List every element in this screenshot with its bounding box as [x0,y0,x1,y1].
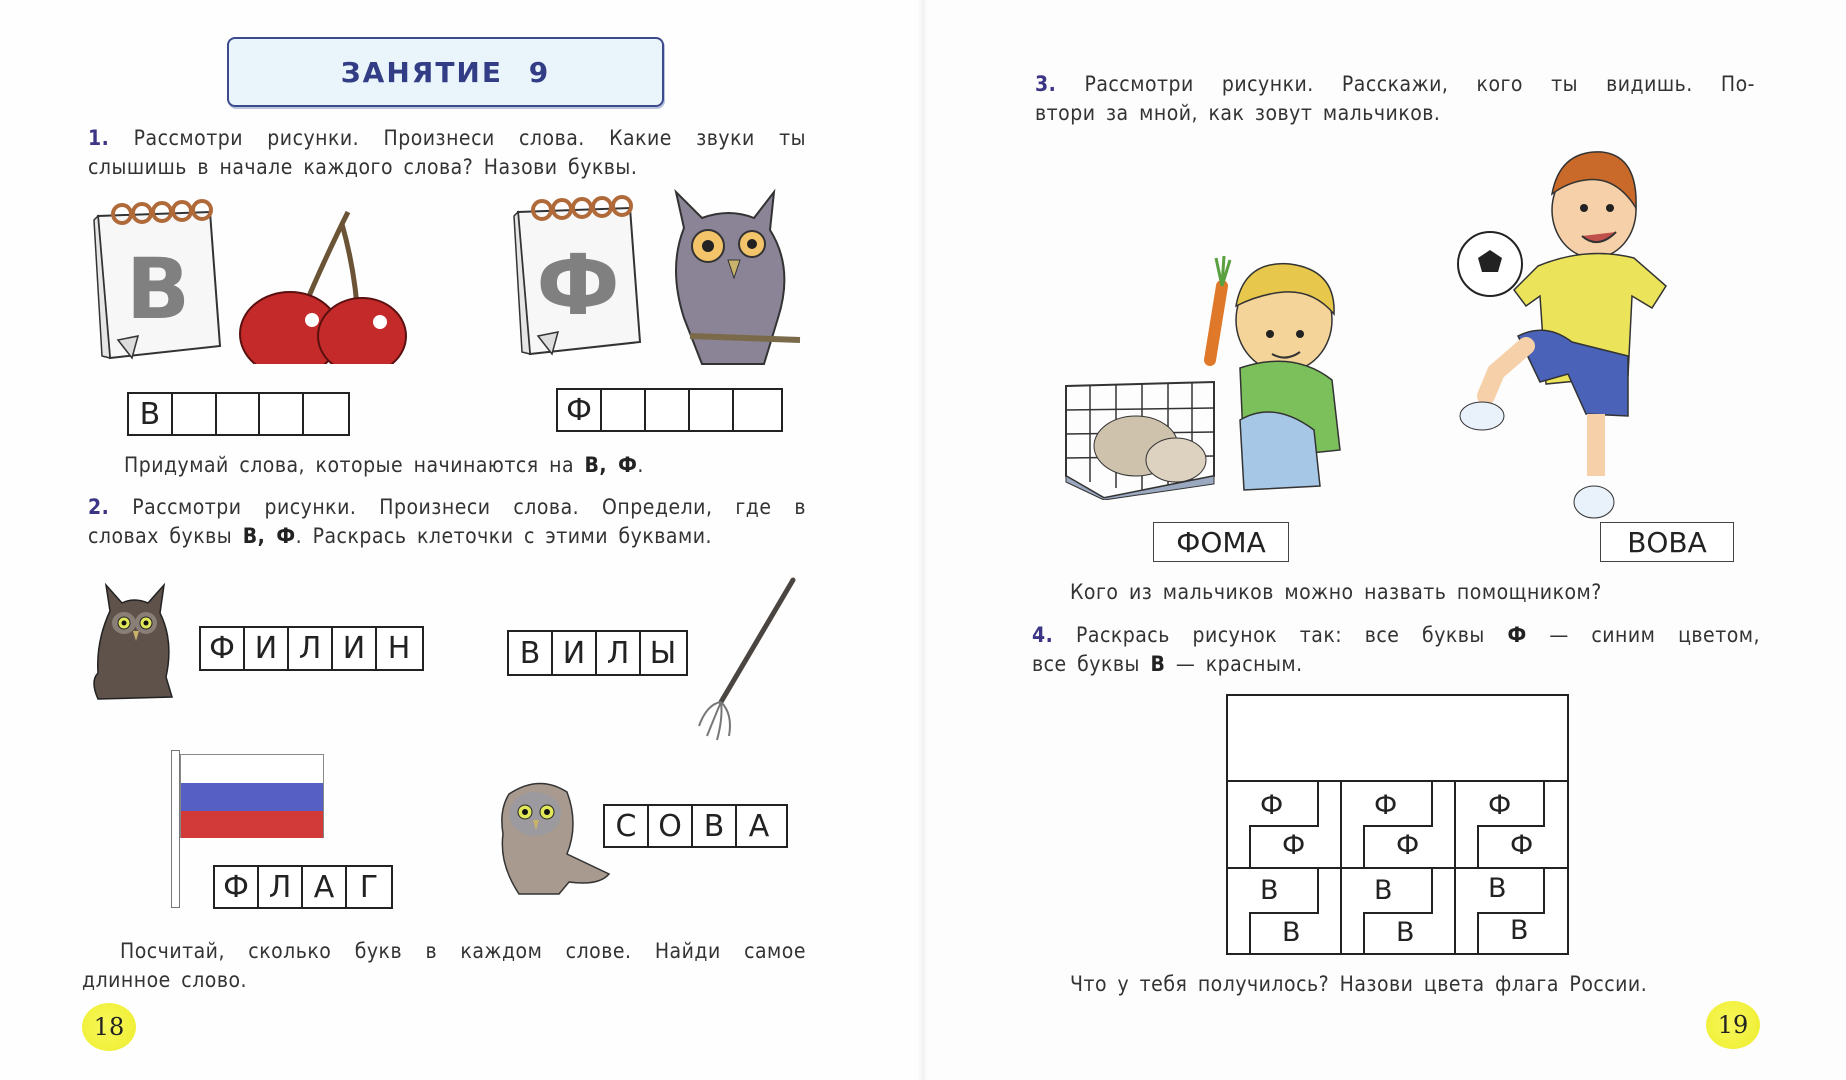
grid-letter: В [1260,875,1279,906]
letter-cell[interactable] [173,394,217,434]
task3-line2: втори за мной, как зовут мальчиков. [1035,101,1441,125]
task2-line2-prefix: словах буквы [88,524,243,548]
grid-block[interactable] [1228,782,1342,869]
grid-block[interactable] [1456,869,1567,955]
letter-cell[interactable]: А [748,808,770,844]
task2-number: 2. [88,495,110,519]
word-filin [199,626,424,671]
task1-line2: слышишь в начале каждого слова? Назови буквы. [88,155,638,179]
grid-block[interactable] [1456,782,1567,869]
svg-text:Ф: Ф [536,236,620,334]
task4-line1-prefix: Раскрась рисунок так: все буквы [1075,623,1508,647]
letter-cell[interactable]: Ы [649,635,677,671]
task3-number: 3. [1035,72,1057,96]
letter-cell[interactable] [690,390,734,430]
task4-line2-letter: В [1150,652,1166,676]
eagle-owl-icon [88,581,178,703]
hint-prefix: Придумай слова, которые начинаются на [124,453,585,477]
letter-cell[interactable]: И [553,632,597,674]
letter-row-b [127,392,350,436]
letter-cell[interactable]: Ф [558,390,602,430]
letter-cell[interactable] [602,390,646,430]
name-box-foma: ФОМА [1153,522,1289,562]
task3-line1: Рассмотри рисунки. Расскажи, кого ты видишь. По- [1084,72,1755,96]
letter-cell[interactable]: И [333,628,377,669]
hint-suffix: . [637,453,644,477]
grid-letter: В [1374,875,1393,906]
lesson-title: ЗАНЯТИЕ 9 [340,55,551,89]
boy-with-ball-illustration [1456,146,1708,524]
letter-cell[interactable] [217,394,261,434]
task4-text [1032,621,1760,679]
grid-letter: Ф [1374,790,1398,821]
word-sova [603,804,788,848]
task2-text [88,493,806,551]
lesson-title-box [227,37,664,107]
boy-with-rabbits-illustration [1064,250,1376,500]
task3-question-text: Кого из мальчиков можно назвать помощником? [1070,580,1602,604]
flag-blue-stripe [181,783,323,811]
pitchfork-icon [677,576,801,746]
task4-line1-letter: Ф [1507,623,1527,647]
grid-block[interactable] [1342,869,1456,955]
owl-icon [489,774,619,898]
page-number-badge-right [1706,1001,1760,1049]
grid-letter: Ф [1488,790,1512,821]
letter-cell[interactable]: В [129,394,173,434]
letter-cell[interactable]: Ф [215,867,259,907]
letter-cell[interactable]: О [649,806,693,846]
task4-line1-suffix: — синим цветом, [1526,623,1760,647]
task4-question-text: Что у тебя получилось? Назови цвета флага России. [1070,972,1648,996]
book-spine [918,0,928,1080]
footer-line2: длинное слово. [82,968,248,992]
cherry-icon [238,204,408,364]
letter-cell[interactable]: Л [597,632,641,674]
task4-number: 4. [1032,623,1054,647]
task2-line2-suffix: . Раскрась клеточки с этими буквами. [295,524,713,548]
flag-red-stripe [181,811,323,838]
page-number-badge-left [82,1003,136,1051]
owl-icon [654,188,804,366]
letter-cell[interactable]: Л [289,628,333,669]
letter-cell[interactable]: В [509,632,553,674]
task2-line1: Рассмотри рисунки. Произнеси слова. Определи, где в [132,495,807,519]
grid-letter: Ф [1396,830,1420,861]
word-vily [507,630,688,676]
russian-flag-icon [180,754,324,838]
task1-line1: Рассмотри рисунки. Произнеси слова. Какие звуки ты [133,126,807,150]
letter-cell[interactable] [260,394,304,434]
task3-text [1035,70,1755,128]
task4-line2-suffix: — красным. [1165,652,1303,676]
task2-footer [82,937,806,995]
letter-cell[interactable]: С [605,806,649,846]
letter-cell[interactable]: Л [259,867,303,907]
calendar-b-icon [92,196,224,366]
task2-line2-letters: В, Ф [242,524,296,548]
grid-letter: В [1396,917,1415,948]
letter-cell[interactable] [646,390,690,430]
grid-letter: В [1488,873,1507,904]
grid-letter: В [1282,917,1301,948]
letter-cell[interactable]: Н [387,631,411,666]
grid-letter: В [1510,915,1529,946]
grid-letter: Ф [1282,830,1306,861]
calendar-f-icon [512,192,644,362]
page-number-left: 18 [93,1013,125,1041]
task4-line2-prefix: все буквы [1032,652,1151,676]
task4-question [1070,970,1740,999]
letter-cell[interactable]: Г [359,869,379,905]
flag-white-stripe [181,755,323,783]
task3-question [1070,578,1730,607]
letter-cell[interactable] [304,394,348,434]
letter-cell[interactable]: И [245,628,289,669]
grid-block[interactable] [1342,782,1456,869]
coloring-grid [1226,694,1569,955]
task1-text [88,124,806,182]
hint-letters: В, Ф [584,453,638,477]
task1-hint [124,451,744,480]
task1-number: 1. [88,126,110,150]
letter-row-f [556,388,783,432]
letter-cell[interactable] [734,390,778,430]
letter-cell[interactable]: А [303,867,347,907]
grid-letter: Ф [1260,790,1284,821]
svg-text:В: В [125,240,191,338]
grid-block[interactable] [1228,869,1342,955]
grid-letter: Ф [1510,830,1534,861]
letter-cell[interactable]: В [693,806,737,846]
flag-pole [171,750,180,908]
grid-top-region[interactable] [1228,696,1567,782]
letter-cell[interactable]: Ф [201,628,245,669]
page-number-right: 19 [1717,1011,1749,1039]
word-flag [213,865,393,909]
footer-line1: Посчитай, сколько букв в каждом слове. Найди самое [120,939,806,963]
name-box-vova: ВОВА [1600,522,1734,562]
